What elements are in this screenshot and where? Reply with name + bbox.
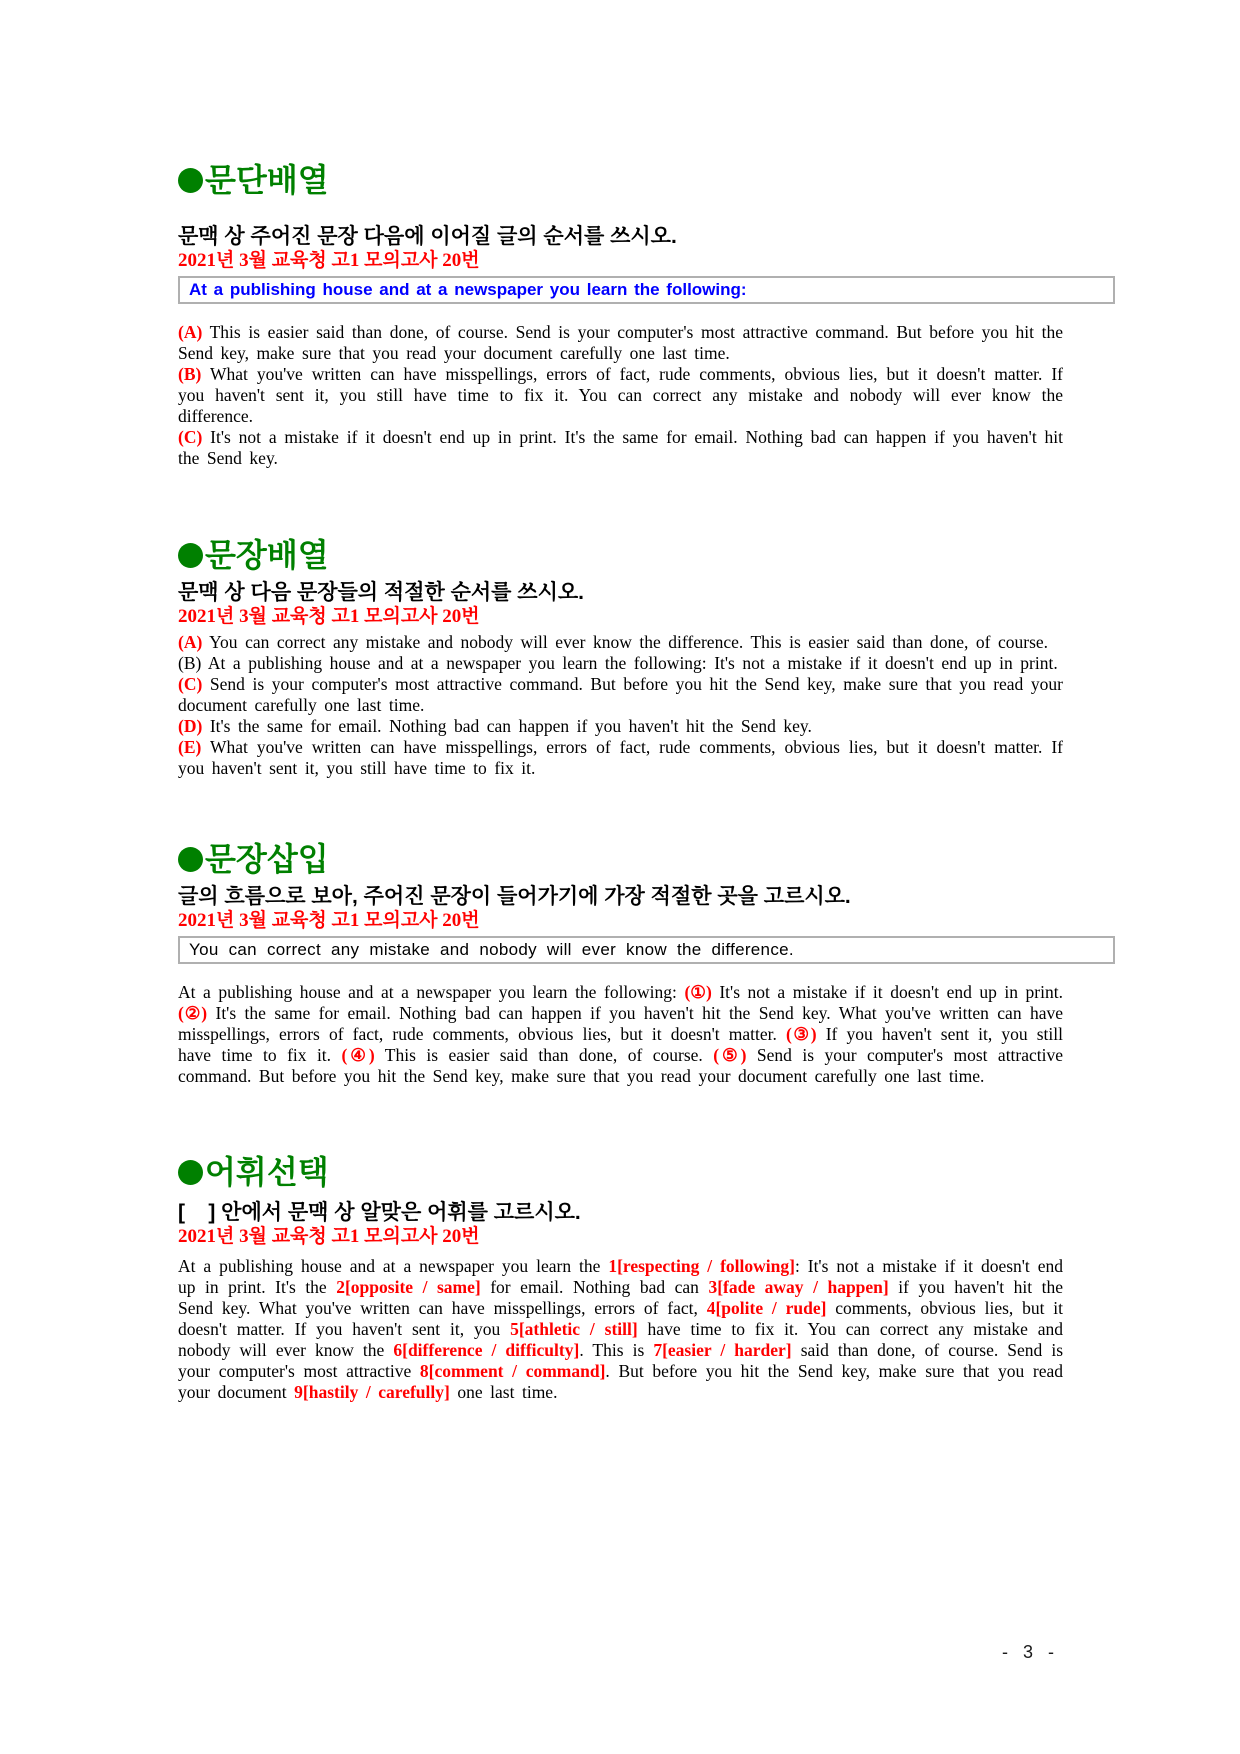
text-segment: one last time. <box>449 1382 558 1402</box>
text-segment: At a publishing house and at a newspaper you learn the <box>178 1256 609 1276</box>
highlighted-segment: (B) <box>178 364 202 384</box>
text-segment: for email. Nothing bad can <box>480 1277 709 1297</box>
text-segment: : It's not a mistake if it doesn't end up in print. It's the <box>178 1256 1063 1297</box>
text-paragraph <box>178 632 1063 653</box>
instruction-text: 글의 흐름으로 보아, 주어진 문장이 들어가기에 가장 적절한 곳을 고르시오. <box>178 885 851 908</box>
text-paragraph <box>178 737 1063 779</box>
highlighted-segment: 4[polite / rude] <box>706 1298 827 1318</box>
text-segment: What you've written can have misspellings, errors of fact, rude comments, obvious lies, but it doesn't matter. If you haven't sent it, you still have time to fix it. You can correct any mistake and nobody will ever know the difference. <box>178 364 1063 426</box>
highlighted-segment: (⑤) <box>713 1045 747 1065</box>
section-title: 문단배열 <box>205 162 329 198</box>
given-sentence-box: At a publishing house and at a newspaper you learn the following: <box>178 276 1115 304</box>
highlighted-segment: (A) <box>178 322 203 342</box>
text-paragraph <box>178 1256 1063 1403</box>
passage <box>178 632 1063 779</box>
section-title: 어휘선택 <box>205 1154 329 1190</box>
highlighted-segment: 2[opposite / same] <box>336 1277 481 1297</box>
given-sentence-box: You can correct any mistake and nobody will ever know the difference. <box>178 936 1115 964</box>
section-header <box>178 1152 1115 1192</box>
highlighted-segment: 7[easier / harder] <box>653 1340 792 1360</box>
section-sentence-insertion <box>178 839 1115 1087</box>
highlighted-segment: (D) <box>178 716 203 736</box>
green-bullet-icon <box>178 1160 203 1185</box>
page-number: - 3 - <box>1002 1642 1060 1662</box>
section-header <box>178 535 1115 575</box>
text-segment: It's not a mistake if it doesn't end up in print. It's the same for email. Nothing bad can happen if you haven't hit the Send key. <box>178 427 1063 468</box>
highlighted-segment: 1[respecting / following] <box>608 1256 795 1276</box>
passage <box>178 1256 1063 1403</box>
text-segment: have time to fix it. You can correct any mistake and nobody will ever know the <box>178 1319 1063 1360</box>
highlighted-segment: (A) <box>178 632 203 652</box>
highlighted-segment: (②) <box>178 1003 208 1023</box>
source-line: 2021년 3월 교육청 고1 모의고사 20번 <box>178 606 480 627</box>
instruction-text: 문맥 상 주어진 문장 다음에 이어질 글의 순서를 쓰시오. <box>178 225 677 248</box>
section-title: 문장삽입 <box>205 841 329 877</box>
section-title: 문장배열 <box>205 537 329 573</box>
highlighted-segment: (④) <box>341 1045 375 1065</box>
text-segment: It's the same for email. Nothing bad can happen if you haven't hit the Send key. <box>202 716 812 736</box>
text-segment: if you haven't hit the Send key. What you've written can have misspellings, errors of fact, <box>178 1277 1063 1318</box>
highlighted-segment: (E) <box>178 737 202 757</box>
section-paragraph-arrangement <box>178 160 1115 469</box>
source-line: 2021년 3월 교육청 고1 모의고사 20번 <box>178 250 480 271</box>
text-segment: What you've written can have misspellings, errors of fact, rude comments, obvious lies, but it doesn't matter. If you haven't sent it, you still have time to fix it. <box>178 737 1063 778</box>
text-paragraph <box>178 982 1063 1087</box>
text-segment: Send is your computer's most attractive command. But before you hit the Send key, make sure that you read your document carefully one last time. <box>178 1045 1064 1086</box>
green-bullet-icon <box>178 168 203 193</box>
text-segment: If you haven't sent it, you still have time to fix it. <box>178 1024 1063 1065</box>
passage <box>178 982 1063 1087</box>
text-segment: This is easier said than done, of course. <box>374 1045 714 1065</box>
highlighted-segment: 6[difference / difficulty] <box>393 1340 580 1360</box>
highlighted-segment: 8[comment / command] <box>419 1361 606 1381</box>
section-vocabulary-choice <box>178 1152 1115 1403</box>
highlighted-segment: 3[fade away / happen] <box>708 1277 889 1297</box>
section-sentence-arrangement <box>178 535 1115 779</box>
source-line: 2021년 3월 교육청 고1 모의고사 20번 <box>178 1226 480 1247</box>
highlighted-segment: 5[athletic / still] <box>510 1319 638 1339</box>
text-segment: Send is your computer's most attractive command. But before you hit the Send key, make sure that you read your document carefully one last time. <box>178 674 1063 715</box>
text-segment: It's the same for email. Nothing bad can happen if you haven't hit the Send key. What you've written can have misspellings, errors of fact, rude comments, obvious lies, but it doesn't matter. <box>178 1003 1063 1044</box>
highlighted-segment: (C) <box>178 427 203 447</box>
highlighted-segment: (C) <box>178 674 203 694</box>
highlighted-segment: (①) <box>684 982 712 1002</box>
text-segment: You can correct any mistake and nobody will ever know the difference. This is easier said than done, of course. <box>202 632 1049 652</box>
passage <box>178 322 1063 469</box>
text-paragraph <box>178 674 1063 716</box>
text-paragraph <box>178 716 1063 737</box>
text-segment: said than done, of course. Send is your computer's most attractive <box>178 1340 1064 1381</box>
highlighted-segment: (③) <box>786 1024 817 1044</box>
text-segment: At a publishing house and at a newspaper you learn the following: <box>178 982 685 1002</box>
green-bullet-icon <box>178 543 203 568</box>
green-bullet-icon <box>178 847 203 872</box>
text-segment: It's not a mistake if it doesn't end up in print. <box>711 982 1063 1002</box>
text-paragraph <box>178 364 1063 427</box>
page-content <box>178 160 1115 1403</box>
text-segment: This is easier said than done, of course. Send is your computer's most attractive command. But before you hit the Send key, make sure that you read your document carefully one last time. <box>178 322 1063 363</box>
instruction-text: 문맥 상 다음 문장들의 적절한 순서를 쓰시오. <box>178 581 584 604</box>
text-paragraph <box>178 322 1063 364</box>
text-segment: . This is <box>579 1340 654 1360</box>
source-line: 2021년 3월 교육청 고1 모의고사 20번 <box>178 910 480 931</box>
section-header <box>178 160 1115 200</box>
text-segment: comments, obvious lies, but it doesn't matter. If you haven't sent it, you <box>178 1298 1063 1339</box>
section-header <box>178 839 1115 879</box>
highlighted-segment: 9[hastily / carefully] <box>294 1382 450 1402</box>
instruction-text: [ ] 안에서 문맥 상 알맞은 어휘를 고르시오. <box>178 1201 581 1224</box>
text-segment: . But before you hit the Send key, make sure that you read your document <box>178 1361 1063 1402</box>
text-paragraph <box>178 427 1063 469</box>
text-paragraph <box>178 653 1063 674</box>
text-segment: (B) At a publishing house and at a newspaper you learn the following: It's not a mistake if it doesn't end up in print. <box>178 653 1058 673</box>
